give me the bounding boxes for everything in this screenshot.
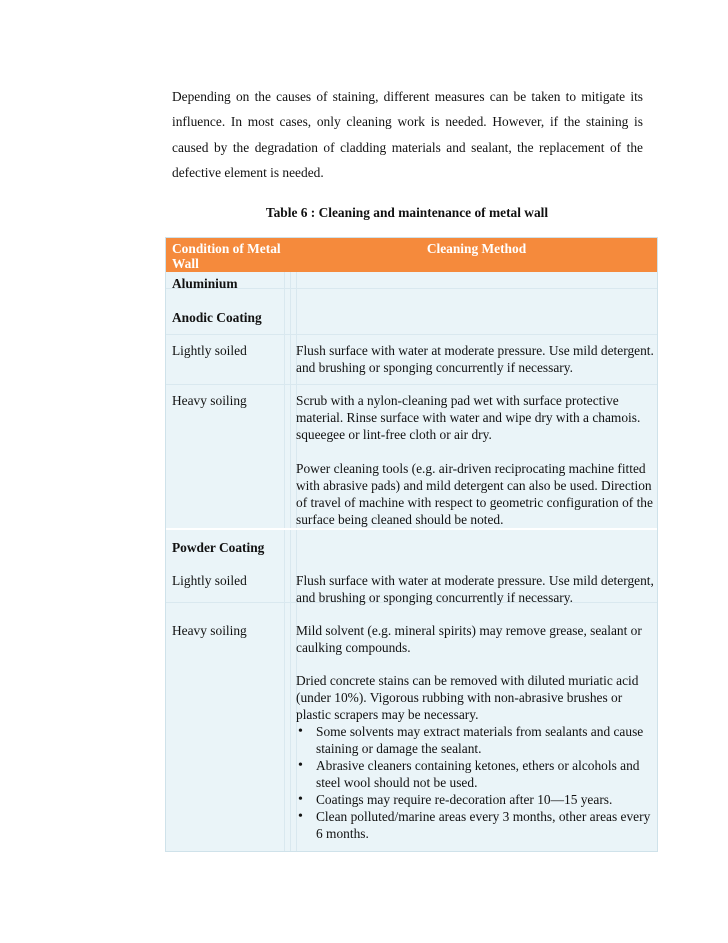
list-item: • Abrasive cleaners containing ketones, ethers or alcohols and steel wool should not be used. — [296, 757, 656, 791]
list-item: • Coatings may require re-decoration after 10—15 years. — [296, 791, 656, 808]
anodic-heavy-soiling-method-2: Power cleaning tools (e.g. air-driven reciprocating machine fitted with abrasive pads) and mild detergent can also be used. Direction of travel of machine with respect to geometric configuration of the surface being cleaned should be noted. — [296, 461, 653, 527]
anodic-heavy-soiling-label: Heavy soiling — [172, 393, 247, 408]
header-cleaning-method: Cleaning Method — [426, 241, 527, 256]
table-header-row — [166, 238, 657, 272]
grid-line — [166, 384, 657, 385]
list-item: • Clean polluted/marine areas every 3 months, other areas every 6 months. — [296, 808, 656, 842]
row-anodic-coating-label: Anodic Coating — [172, 310, 262, 325]
powder-heavy-soiling-label: Heavy soiling — [172, 623, 247, 638]
grid-line — [284, 238, 285, 851]
grid-line — [290, 238, 291, 851]
anodic-heavy-soiling-method-1: Scrub with a nylon-cleaning pad wet with surface protective material. Rinse surface with water and wipe dry with a chamois. squeegee or lint-free cloth or air dry. — [296, 393, 641, 442]
anodic-lightly-soiled-method: Flush surface with water at moderate pressure. Use mild detergent. and brushing or sponging concurrently if necessary. — [296, 343, 654, 375]
powder-heavy-soiling-method-2: Dried concrete stains can be removed with diluted muriatic acid (under 10%). Vigorous rubbing with non-abrasive brushes or plastic scrapers may be necessary. — [296, 673, 639, 722]
powder-heavy-soiling-method-1: Mild solvent (e.g. mineral spirits) may remove grease, sealant or caulking compounds. — [296, 623, 642, 655]
header-condition: Condition of Metal Wall — [172, 241, 281, 271]
anodic-lightly-soiled-label: Lightly soiled — [172, 343, 247, 358]
row-aluminium-label: Aluminium — [172, 276, 238, 291]
powder-lightly-soiled-method: Flush surface with water at moderate pressure. Use mild detergent, and brushing or sponging concurrently if necessary. — [296, 573, 654, 605]
intro-paragraph: Depending on the causes of staining, different measures can be taken to mitigate its influence. In most cases, only cleaning work is needed. However, if the staining is caused by the degradation of cladding materials and sealant, the replacement of the defective element is needed. — [172, 89, 643, 181]
row-powder-coating-label: Powder Coating — [172, 540, 265, 555]
powder-heavy-soiling-bullets — [296, 723, 656, 842]
table-caption: Table 6 : Cleaning and maintenance of metal wall — [265, 205, 549, 220]
list-item: • Some solvents may extract materials from sealants and cause staining or damage the sealant. — [296, 723, 656, 757]
powder-lightly-soiled-label: Lightly soiled — [172, 573, 247, 588]
section-divider — [166, 528, 657, 530]
grid-line — [166, 334, 657, 335]
grid-line — [166, 288, 657, 289]
cleaning-table — [165, 237, 658, 852]
